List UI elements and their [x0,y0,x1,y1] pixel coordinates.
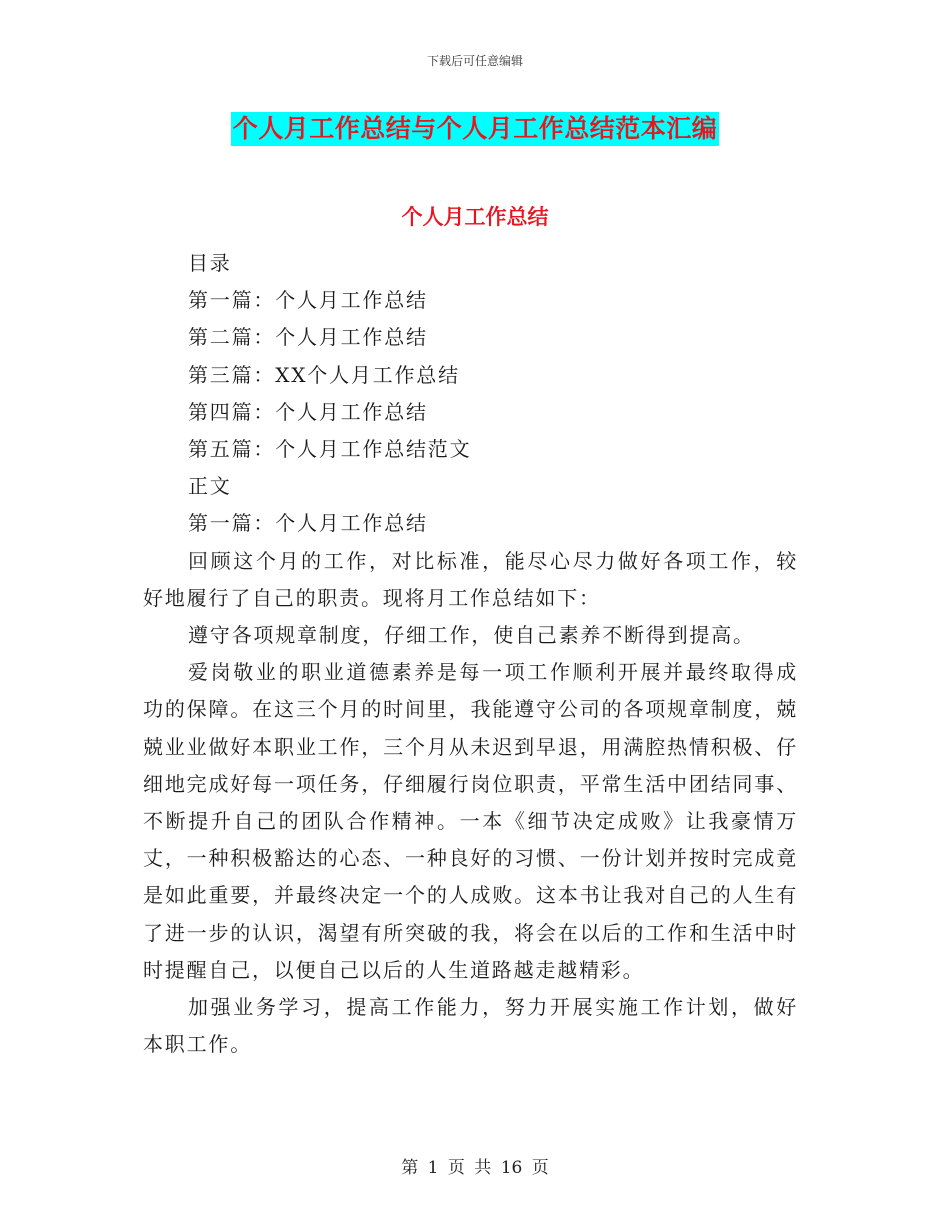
toc-item-1: 第一篇：个人月工作总结 [188,288,428,313]
paragraph-1: 回顾这个月的工作，对比标准，能尽心尽力做好各项工作，较好地履行了自己的职责。现将月工作总结如下： [143,548,798,610]
document-subtitle: 个人月工作总结 [401,204,549,229]
document-body [143,245,798,1063]
main-title-container [0,112,950,146]
section-title: 第一篇：个人月工作总结 [188,511,428,536]
paragraph-3: 爱岗敬业的职业道德素养是每一项工作顺利开展并最终取得成功的保障。在这三个月的时间里，我能遵守公司的各项规章制度，兢兢业业做好本职业工作，三个月从未迟到早退，用满腔热情积极、仔细地完成好每一项任务，仔细履行岗位职责，平常生活中团结同事、不断提升自己的团队合作精神。一本《细节决定成败》让我豪情万丈，一种积极豁达的心态、一种良好的习惯、一份计划并按时完成竟是如此重要，并最终决定一个的人成败。这本书让我对自己的人生有了进一步的认识，渴望有所突破的我，将会在以后的工作和生活中时时提醒自己，以便自己以后的人生道路越走越精彩。 [143,660,798,982]
body-heading: 正文 [188,474,232,499]
toc-heading: 目录 [188,251,232,275]
toc-item-3: 第三篇：XX个人月工作总结 [188,362,460,387]
page-header-note: 下载后可任意编辑 [426,54,523,68]
toc-item-4: 第四篇：个人月工作总结 [188,399,428,424]
paragraph-4: 加强业务学习，提高工作能力，努力开展实施工作计划，做好本职工作。 [143,995,798,1057]
paragraph-2: 遵守各项规章制度，仔细工作，使自己素养不断得到提高。 [188,623,755,648]
page-number: 第 1 页 共 16 页 [401,1158,549,1178]
toc-item-2: 第二篇：个人月工作总结 [188,325,428,350]
document-title: 个人月工作总结与个人月工作总结范本汇编 [231,112,720,146]
toc-item-5: 第五篇：个人月工作总结范文 [188,437,472,462]
